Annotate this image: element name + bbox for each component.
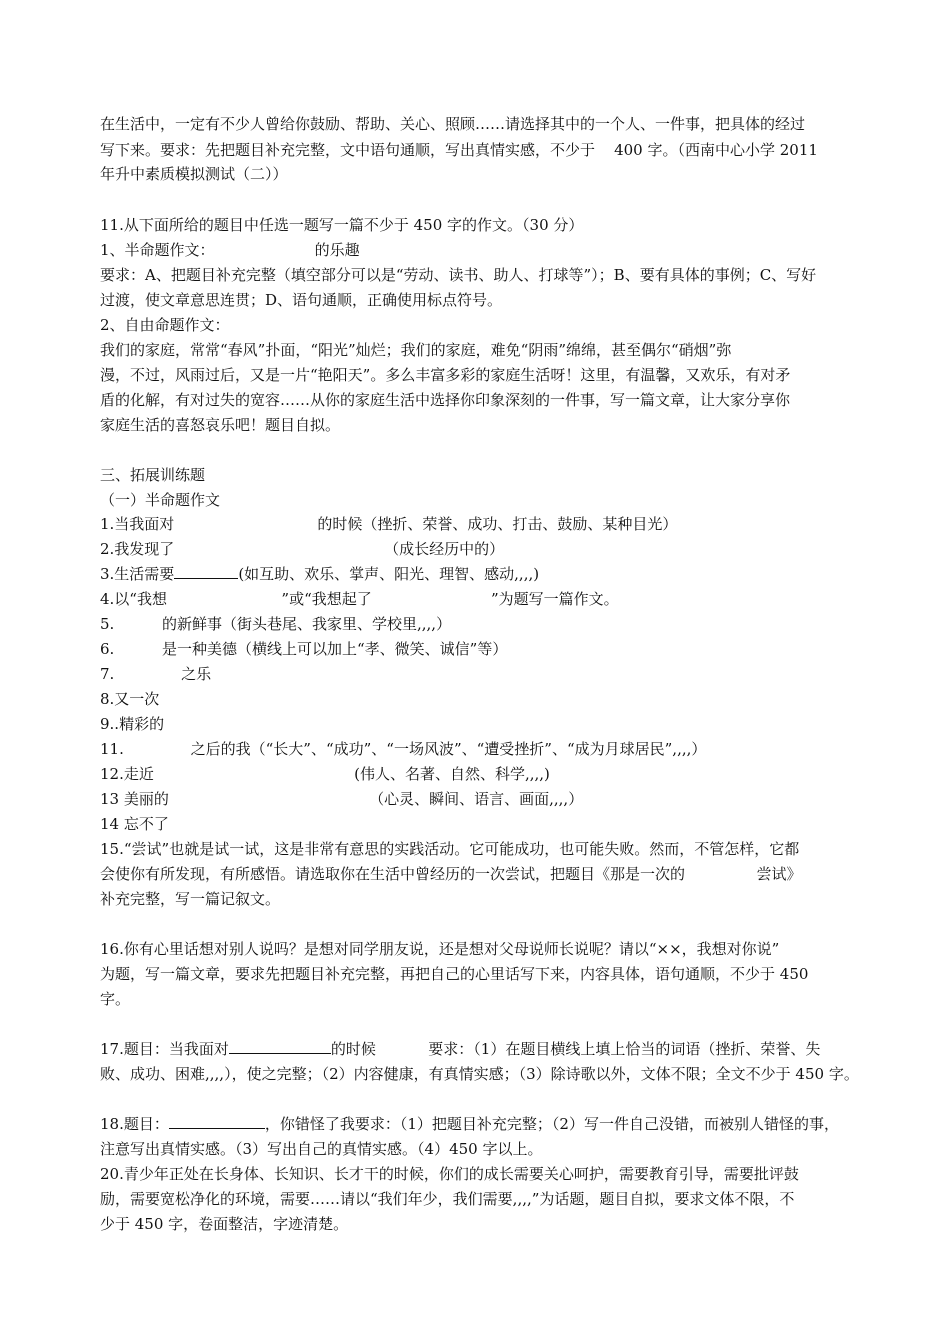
q17-line-2: 败、成功、困难,,,,），使之完整；（2）内容健康，有真情实感；（3）除诗歌以外，文体不限；全文不少于 450 字。	[100, 1065, 859, 1083]
fill-blank	[174, 564, 238, 579]
intro-line-1: 在生活中，一定有不少人曾给你鼓励、帮助、关心、照顾……请选择其中的一个人、一件事，把具体的经过	[100, 115, 806, 133]
prompt-3-start: 3.生活需要	[100, 565, 175, 583]
fill-blank	[169, 1114, 265, 1129]
prompt-2: 2.我发现了 （成长经历中的）	[100, 540, 505, 558]
fill-blank	[229, 1039, 331, 1054]
prompt-3-end: (如互助、欢乐、掌声、阳光、理智、感动,,,,)	[238, 565, 540, 583]
q11-paragraph-line-3: 盾的化解，有对过失的宽容……从你的家庭生活中选择你印象深刻的一件事，写一篇文章，让大家分享你	[100, 391, 791, 409]
q18-line-1	[100, 1114, 839, 1134]
q18-line-2: 注意写出真情实感。（3）写出自己的真情实感。（4）450 字以上。	[100, 1140, 543, 1158]
q11-item-2: 2、自由命题作文：	[100, 316, 230, 334]
prompt-13: 13 美丽的 （心灵、瞬间、语言、画面,,,,）	[100, 790, 584, 808]
prompt-7: 7. 之乐	[100, 665, 212, 683]
prompt-6: 6. 是一种美德（横线上可以加上“孝、微笑、诚信”等）	[100, 640, 508, 658]
prompt-1: 1.当我面对 的时候（挫折、荣誉、成功、打击、鼓励、某种目光）	[100, 515, 678, 533]
q11-paragraph-line-4: 家庭生活的喜怒哀乐吧！题目自拟。	[100, 416, 341, 434]
q11-title: 11.从下面所给的题目中任选一题写一篇不少于 450 字的作文。（30 分）	[100, 216, 584, 234]
section-3-heading: 三、拓展训练题	[100, 466, 206, 484]
q17-line-1-end: 的时候 要求：（1）在题目横线上填上恰当的词语（挫折、荣誉、失	[330, 1040, 821, 1058]
prompt-4: 4.以“我想 ”或“我想起了 ”为题写一篇作文。	[100, 590, 619, 608]
q16-line-2: 为题，写一篇文章，要求先把题目补充完整，再把自己的心里话写下来，内容具体，语句通顺，不少于 450	[100, 965, 809, 983]
q18-line-1-end: ，你错怪了我要求：（1）把题目补充完整；（2）写一件自己没错，而被别人错怪的事，	[264, 1115, 839, 1133]
q20-line-2: 励，需要宽松净化的环境，需要……请以“我们年少，我们需要,,,,”为话题，题目自拟，要求文体不限，不	[100, 1190, 795, 1208]
prompt-14: 14 忘不了	[100, 815, 169, 833]
q11-paragraph-line-2: 漫，不过，风雨过后，又是一片“艳阳天”。多么丰富多彩的家庭生活呀！这里，有温馨，又欢乐，有对矛	[100, 366, 791, 384]
q15-line-2: 会使你有所发现，有所感悟。请选取你在生活中曾经历的一次尝试，把题目《那是一次的 尝试》	[100, 865, 802, 883]
prompt-11: 11. 之后的我（“长大”、“成功”、“一场风波”、“遭受挫折”、“成为月球居民”,,,,）	[100, 740, 707, 758]
intro-line-3: 年升中素质模拟测试（二））	[100, 165, 288, 183]
q20-line-3: 少于 450 字，卷面整洁，字迹清楚。	[100, 1215, 349, 1233]
q16-line-3: 字。	[100, 990, 131, 1008]
q17-line-1-start: 17.题目：当我面对	[100, 1040, 229, 1058]
prompt-5: 5. 的新鲜事（街头巷尾、我家里、学校里,,,,）	[100, 615, 452, 633]
prompt-8: 8.又一次	[100, 690, 160, 708]
prompt-3	[100, 564, 539, 584]
section-3-subheading: （一）半命题作文	[100, 491, 221, 509]
q15-line-3: 补充完整，写一篇记叙文。	[100, 890, 281, 908]
q16-line-1: 16.你有心里话想对别人说吗？是想对同学朋友说，还是想对父母说师长说呢？请以“××，我想对你说”	[100, 940, 780, 958]
q17-line-1	[100, 1039, 820, 1059]
q11-requirement-1: 要求：A、把题目补充完整（填空部分可以是“劳动、读书、助人、打球等”）；B、要有具体的事例；C、写好	[100, 266, 817, 284]
prompt-9: 9..精彩的	[100, 715, 165, 733]
q11-item-1: 1、半命题作文： 的乐趣	[100, 241, 360, 259]
q20-line-1: 20.青少年正处在长身体、长知识、长才干的时候，你们的成长需要关心呵护，需要教育引导，需要批评鼓	[100, 1165, 799, 1183]
q11-requirement-2: 过渡，使文章意思连贯；D、语句通顺，正确使用标点符号。	[100, 291, 503, 309]
prompt-12: 12.走近 (伟人、名著、自然、科学,,,,)	[100, 765, 550, 783]
q11-paragraph-line-1: 我们的家庭，常常“春风”扑面，“阳光”灿烂；我们的家庭，难免“阴雨”绵绵，甚至偶尔“硝烟”弥	[100, 341, 732, 359]
q18-line-1-start: 18.题目：	[100, 1115, 169, 1133]
intro-line-2: 写下来。要求：先把题目补充完整，文中语句通顺，写出真情实感，不少于 400 字。（西南中心小学 2011	[100, 141, 818, 159]
q15-line-1: 15.“尝试”也就是试一试，这是非常有意思的实践活动。它可能成功，也可能失败。然而，不管怎样，它都	[100, 840, 800, 858]
